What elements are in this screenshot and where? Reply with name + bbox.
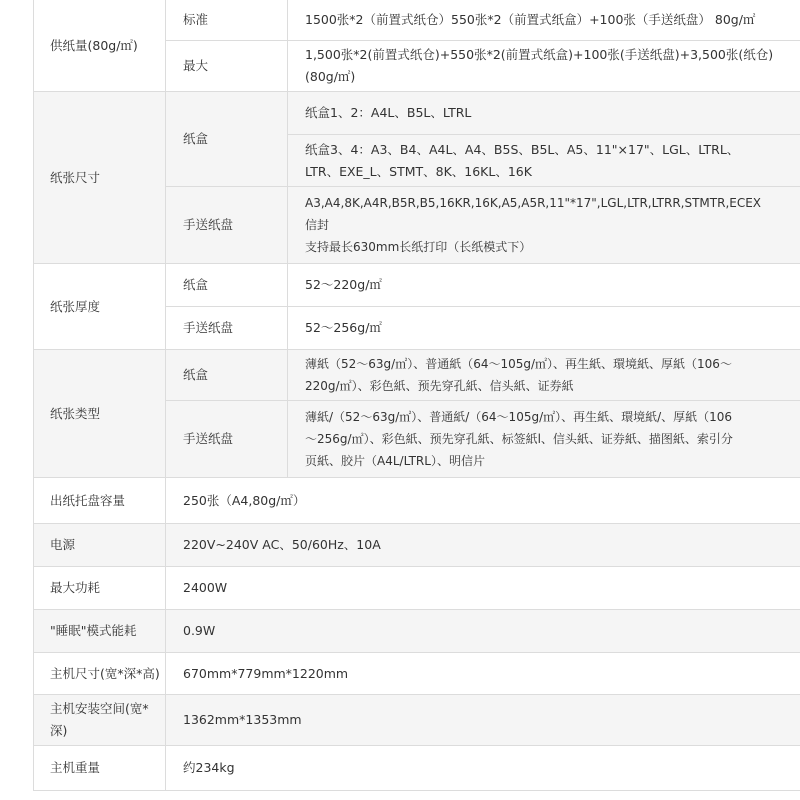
label-paper-weight: 纸张厚度 <box>50 298 101 314</box>
label-type-tray: 纸盒 <box>183 367 209 382</box>
value-type-tray: 薄紙（52～63g/㎡）、普通紙（64～105g/㎡）、再生紙、環境紙、厚紙（106～ 220g/㎡）、彩色紙、预先穿孔紙、信头紙、证券紙 <box>305 357 732 393</box>
label-size-tray: 纸盒 <box>183 131 209 146</box>
label-paper-type: 纸张类型 <box>50 405 101 421</box>
value-max: 1,500张*2(前置式纸仓)+550张*2(前置式纸盒)+100张(手送纸盘)+3,500张(纸仓) (80g/㎡) <box>305 47 774 84</box>
label-dimensions: 主机尺寸(宽*深*高) <box>50 665 160 681</box>
label-max-power: 最大功耗 <box>50 580 101 595</box>
label-weight-bypass: 手送纸盘 <box>183 320 234 335</box>
label-sleep-power: "睡眠"模式能耗 <box>50 623 137 638</box>
label-type-bypass: 手送纸盘 <box>183 431 234 446</box>
label-paper-size: 纸张尺寸 <box>50 169 101 185</box>
value-weight-tray: 52～220g/㎡ <box>305 277 382 292</box>
value-size-tray-2: 纸盒3、4：A3、B4、A4L、A4、B5S、B5L、A5、11"×17"、LGL、LTRL、 LTR、EXE_L、STMT、8K、16KL、16K <box>305 141 740 179</box>
label-power: 电源 <box>50 537 76 552</box>
value-max-power: 2400W <box>183 580 228 595</box>
value-size-tray-1: 纸盒1、2：A4L、B5L、LTRL <box>305 105 472 120</box>
grid-line-category <box>165 0 166 790</box>
label-weight: 主机重量 <box>50 760 101 775</box>
value-power: 220V~240V AC、50/60Hz、10A <box>183 537 381 552</box>
value-sleep-power: 0.9W <box>183 623 216 638</box>
label-weight-tray: 纸盒 <box>183 277 209 292</box>
value-type-bypass: 薄紙/（52～63g/㎡）、普通紙/（64～105g/㎡）、再生紙、環境紙/、厚紙（106 ～256g/㎡）、彩色紙、预先穿孔紙、标签紙l、信头紙、证券紙、描图紙、索引分 页紙、胶片（A4L/LTRL）、明信片 <box>305 410 733 468</box>
value-size-bypass: A3,A4,8K,A4R,B5R,B5,16KR,16K,A5,A5R,11"*17",LGL,LTR,LTRR,STMTR,ECEX 信封 支持最长630mm长纸打印（长纸模式下） <box>305 196 762 254</box>
label-paper-capacity: 供纸量(80g/㎡) <box>50 37 138 53</box>
grid-line-subcategory <box>287 0 288 478</box>
label-max: 最大 <box>183 58 209 73</box>
value-standard: 1500张*2（前置式纸仓）550张*2（前置式纸盒）+100张（手送纸盘） 80g/㎡ <box>305 12 756 27</box>
label-output-tray: 出纸托盘容量 <box>50 492 126 508</box>
label-size-bypass: 手送纸盘 <box>183 217 234 232</box>
value-install-space: 1362mm*1353mm <box>183 712 302 727</box>
value-weight-bypass: 52～256g/㎡ <box>305 320 382 335</box>
label-install-space: 主机安装空间(宽* 深) <box>50 701 149 738</box>
grid-line-outer-left <box>33 0 34 790</box>
label-standard: 标准 <box>183 12 209 27</box>
value-dimensions: 670mm*779mm*1220mm <box>183 665 349 681</box>
value-weight: 约234kg <box>183 760 235 775</box>
value-output-tray: 250张（A4,80g/㎡） <box>183 492 306 508</box>
